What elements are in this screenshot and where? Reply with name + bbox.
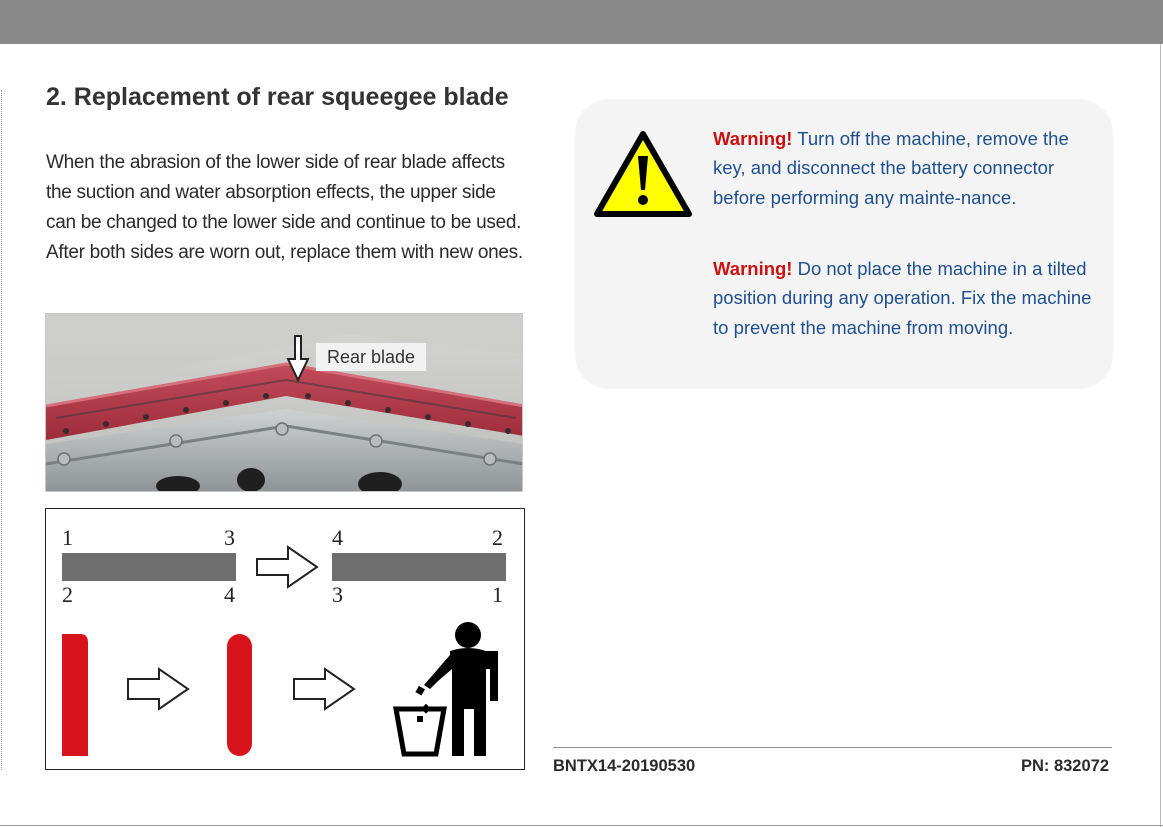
warning-label-2: Warning! [713,258,793,279]
trash-disposal-icon [396,622,498,756]
discard-arrow-icon [294,669,354,709]
blade-replacement-diagram [45,508,525,770]
warning-text-1: Turn off the machine, remove the key, and disconnect the battery connector before performing any mainte-nance. [713,128,1069,208]
before-top-right-number: 3 [224,525,235,550]
footer-divider [553,747,1112,748]
top-header-bar [0,0,1163,44]
warning-message-1 [713,124,1103,212]
warning-label-1: Warning! [713,128,793,149]
before-bottom-left-number: 2 [62,582,73,607]
section-body: When the abrasion of the lower side of rear blade affects the suction and water absorption effects, the upper side can be changed to the lower side and continue to be used. After both sides are worn out, replace them with new ones. [46,152,523,263]
rotate-arrow-icon [257,547,317,587]
warning-message-2 [713,254,1103,342]
page-right-border [1160,44,1161,827]
after-bottom-right-number: 1 [492,582,503,607]
after-blade-strip [332,553,506,581]
after-top-right-number: 2 [492,525,503,550]
worn-blade-icon [62,634,88,756]
warning-text-2: Do not place the machine in a tilted position during any operation. Fix the machine to prevent the machine from moving. [713,258,1092,338]
after-top-left-number: 4 [332,525,343,550]
warning-triangle-icon [594,130,692,218]
page-bottom-border [0,825,1163,826]
page-left-dotted-border [1,90,2,770]
document-code: BNTX14-20190530 [553,757,696,775]
before-blade-strip [62,553,236,581]
after-bottom-left-number: 3 [332,582,343,607]
next-step-arrow-icon [128,669,188,709]
section-title: 2. Replacement of rear squeegee blade [46,83,509,111]
before-top-left-number: 1 [62,525,73,550]
part-number: PN: 832072 [1020,757,1109,775]
rear-blade-photo [45,313,523,492]
rear-blade-label: Rear blade [316,343,426,371]
before-bottom-right-number: 4 [224,582,235,607]
new-blade-icon [227,634,252,756]
